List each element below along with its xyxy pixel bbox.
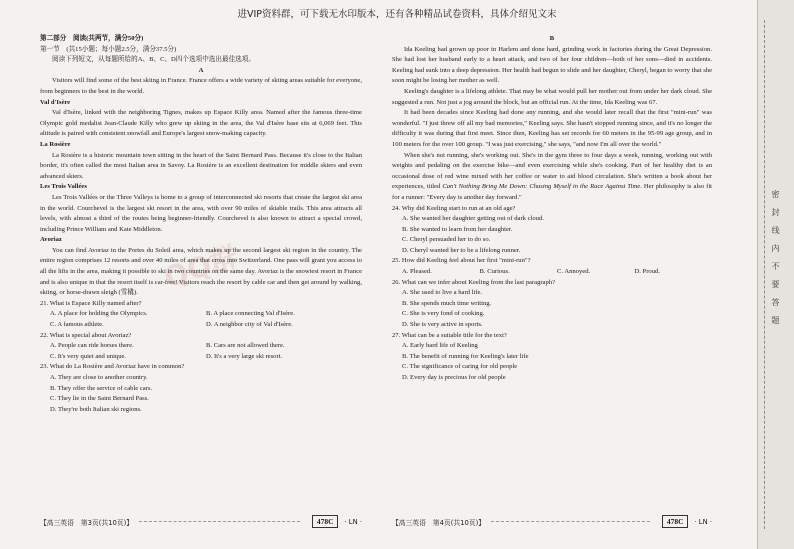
passage-letter: A bbox=[198, 66, 204, 74]
question-22-options bbox=[40, 341, 362, 362]
option: A. She wanted her daughter getting out of dark cloud. bbox=[402, 215, 544, 223]
left-footer bbox=[40, 515, 362, 528]
option: A. A place for holding the Olympics. bbox=[50, 310, 148, 318]
option: D. A neighbor city of Val d'Isère. bbox=[206, 321, 293, 329]
left-column bbox=[40, 34, 362, 415]
promo-banner: 进VIP资料群，可下载无水印版本，还有各种精品试卷资料，具体介绍见文末 bbox=[237, 9, 557, 20]
option: C. They lie in the Saint Bernard Pass. bbox=[50, 395, 149, 403]
paragraph-trois-vallees: Les Trois Vallées or the Three Valleys is home to a group of interconnected ski resorts that create the largest ski area in the world. Courchevel is the largest ski resort in the area, with over 90 miles of skiable trails. This area attracts all levels, with almost a third of the routes being beginner-friendly. Courchevel is also known to attract a special crowd, including Prince William and Kate Middleton. bbox=[40, 193, 362, 233]
divider bbox=[139, 521, 300, 522]
heading-avoriaz: Avoriaz bbox=[40, 236, 62, 244]
seal-line bbox=[764, 20, 765, 529]
question-26: 26. What can we infer about Keeling from the last paragraph? bbox=[392, 278, 556, 286]
heading-trois-vallees: Les Trois Vallées bbox=[40, 183, 87, 191]
option: B. The benefit of running for Keeling's later life bbox=[402, 352, 529, 360]
option: D. Every day is precious for old people bbox=[402, 374, 506, 381]
question-24: 24. Why did Keeling start to run at an old age? bbox=[392, 204, 516, 212]
option: B. They offer the service of cable cars. bbox=[50, 384, 153, 392]
option: B. She spends much time writing. bbox=[402, 299, 492, 307]
paragraph-4-part-a: When she's not running, she's working out. She's in the gym three to four days a week, running, working out with weights and pedaling on the exercise bike—and even exercising while she's cooking. Part of her healthy diet is an occasional dose of red wine mixed with her coffee or water to aid blood circulation. She's written a book about her experiences, titled bbox=[392, 151, 712, 191]
paragraph-val-disere: Val d'Isère, linked with the neighboring Tignes, makes up Espace Killy area. Named after the famous three-time Olympic gold medalist Jean-Claude Killy who grew up skiing in the area, the Val d'Isère base sits at 6,069 feet. This altitude is paired with consistent snowfall and Europe's largest snow-making capacity. bbox=[40, 109, 362, 138]
option: C. Cheryl persuaded her to do so. bbox=[402, 236, 491, 244]
option: B. She wanted to learn from her daughter. bbox=[402, 225, 513, 233]
option: B. Curious. bbox=[479, 268, 510, 276]
paper-code: 478C bbox=[312, 515, 339, 528]
option: C. A famous athlete. bbox=[50, 321, 104, 329]
book-title: Can't Nothing Bring Me Down: Chasing Myself in the Race Against Time bbox=[442, 183, 641, 191]
question-21-options bbox=[40, 309, 362, 330]
option: C. She is very fond of cooking. bbox=[402, 310, 485, 318]
option: D. Cheryl wanted her to be a lifelong runner. bbox=[402, 246, 521, 254]
binding-margin bbox=[757, 0, 794, 549]
question-25-options bbox=[392, 267, 712, 278]
question-21: 21. What is Espace Killy named after? bbox=[40, 299, 142, 307]
divider bbox=[491, 521, 650, 522]
question-25: 25. How did Keeling feel about her first "mini-run"? bbox=[392, 257, 531, 265]
subsection-title: 第一节 (共15小题；每小题2.5分，满分37.5分) bbox=[40, 45, 177, 53]
right-column bbox=[392, 34, 712, 384]
paragraph-4 bbox=[392, 151, 712, 204]
option: D. Proud. bbox=[634, 268, 660, 276]
seal-line-notice: 密封线内不要答题 bbox=[771, 190, 780, 334]
option: D. She is very active in sports. bbox=[402, 321, 483, 329]
passage-intro: Visitors will find some of the best skiing in France. France offers a wide variety of skiing areas suitable for everyone, from beginners to the best in the world. bbox=[40, 77, 362, 95]
paragraph-2: Keeling's daughter is a lifelong athlete. That may be what would pull her mother out from under her dark cloud. She suggested a run. Not just a jog around the block, but an official run. At the time, Ida Keeling was 67. bbox=[392, 87, 712, 106]
paragraph-4-part-b: . Her philosophy is also fit for a runner: "Every day is another day forward." bbox=[392, 183, 712, 201]
watermark: QQ群 bbox=[160, 239, 243, 295]
page-label: 【高三英语 第3页(共10页)】 bbox=[40, 518, 134, 527]
option: A. Pleased. bbox=[402, 268, 432, 276]
right-footer bbox=[392, 515, 712, 528]
region-mark: · LN · bbox=[344, 517, 362, 526]
heading-val-disere: Val d'Isère bbox=[40, 98, 71, 106]
option: B. Cars are not allowed there. bbox=[206, 342, 285, 350]
question-22: 22. What is special about Avoriaz? bbox=[40, 331, 132, 339]
option: C. The significance of caring for old people bbox=[402, 363, 518, 371]
question-23: 23. What do La Rosière and Avoriaz have in common? bbox=[40, 363, 185, 371]
passage-letter: B bbox=[549, 35, 555, 42]
option: A. People can ride horses there. bbox=[50, 342, 134, 350]
option: D. They're both Italian ski regions. bbox=[50, 405, 142, 413]
option: A. Early hard life of Keeling bbox=[402, 342, 478, 350]
heading-la-rosiere: La Rosière bbox=[40, 140, 71, 148]
paragraph-la-rosiere: La Rosière is a historic mountain town sitting in the heart of the Saint Bernard Pass. Because it's close to the Italian border, it's often called the most Italian area in Savoy. La Rosière is an excellent destination for middle skiers and even advanced skiers. bbox=[40, 151, 362, 180]
question-27: 27. What can be a suitable title for the text? bbox=[392, 331, 507, 339]
instruction: 阅读下列短文，从每题所给的A、B、C、D四个选项中选出最佳选项。 bbox=[52, 56, 255, 64]
option: D. It's a very large ski resort. bbox=[206, 352, 283, 360]
region-mark: · LN · bbox=[694, 517, 712, 526]
page-label: 【高三英语 第4页(共10页)】 bbox=[392, 518, 486, 527]
option: A. They are close to another country. bbox=[50, 374, 148, 381]
option: C. It's very quiet and unique. bbox=[50, 352, 127, 360]
option: C. Annoyed. bbox=[557, 268, 591, 276]
paragraph-1: Ida Keeling had grown up poor in Harlem and done hard, grinding work in factories during the Great Depression. She had lost her husband early to a heart attack, and two of her four children—both of her sons—died in accidents. Keeling had sunk into a deep depression. Her health had begun to slide and her daughter, Cheryl, began to worry that she soon might be losing her mother as well. bbox=[392, 45, 712, 85]
paragraph-3: It had been decades since Keeling had done any running, and she would later recall that the first "mini-run" was wonderful. "I just threw off all my bad memories," Keeling says. She hasn't stopped running since, and it's no longer the difficulty it was during that first meet. Since then, Keeling has set records for 60 meters in the 95-99 age group, and in 100 meters for the over 100 group. "I was just exercising," she says, "and now I'm all over the world." bbox=[392, 109, 712, 148]
option: B. A place connecting Val d'Isère. bbox=[206, 310, 295, 318]
option: A. She used to live a hard life. bbox=[402, 289, 483, 297]
paper-code: 478C bbox=[662, 515, 689, 528]
section-title: 第二部分 阅读(共两节，满分50分) bbox=[40, 35, 144, 42]
paragraph-avoriaz: You can find Avoriaz in the Portes du Soleil area, which makes up the second largest ski region in the country. The entire region comprises 12 resorts and over 40 miles of area that cross into Switzerland. One pass will grant you access to all the lifts in the area, making it possible to ski in two countries on the same day. Avoriaz is the snowiest resort in France and is also unique in that the resort itself is car-free! Visitors reach the resort by cable car and then get around by walking, skiing, or horse-drawn sleigh (雪橇). bbox=[40, 246, 362, 297]
